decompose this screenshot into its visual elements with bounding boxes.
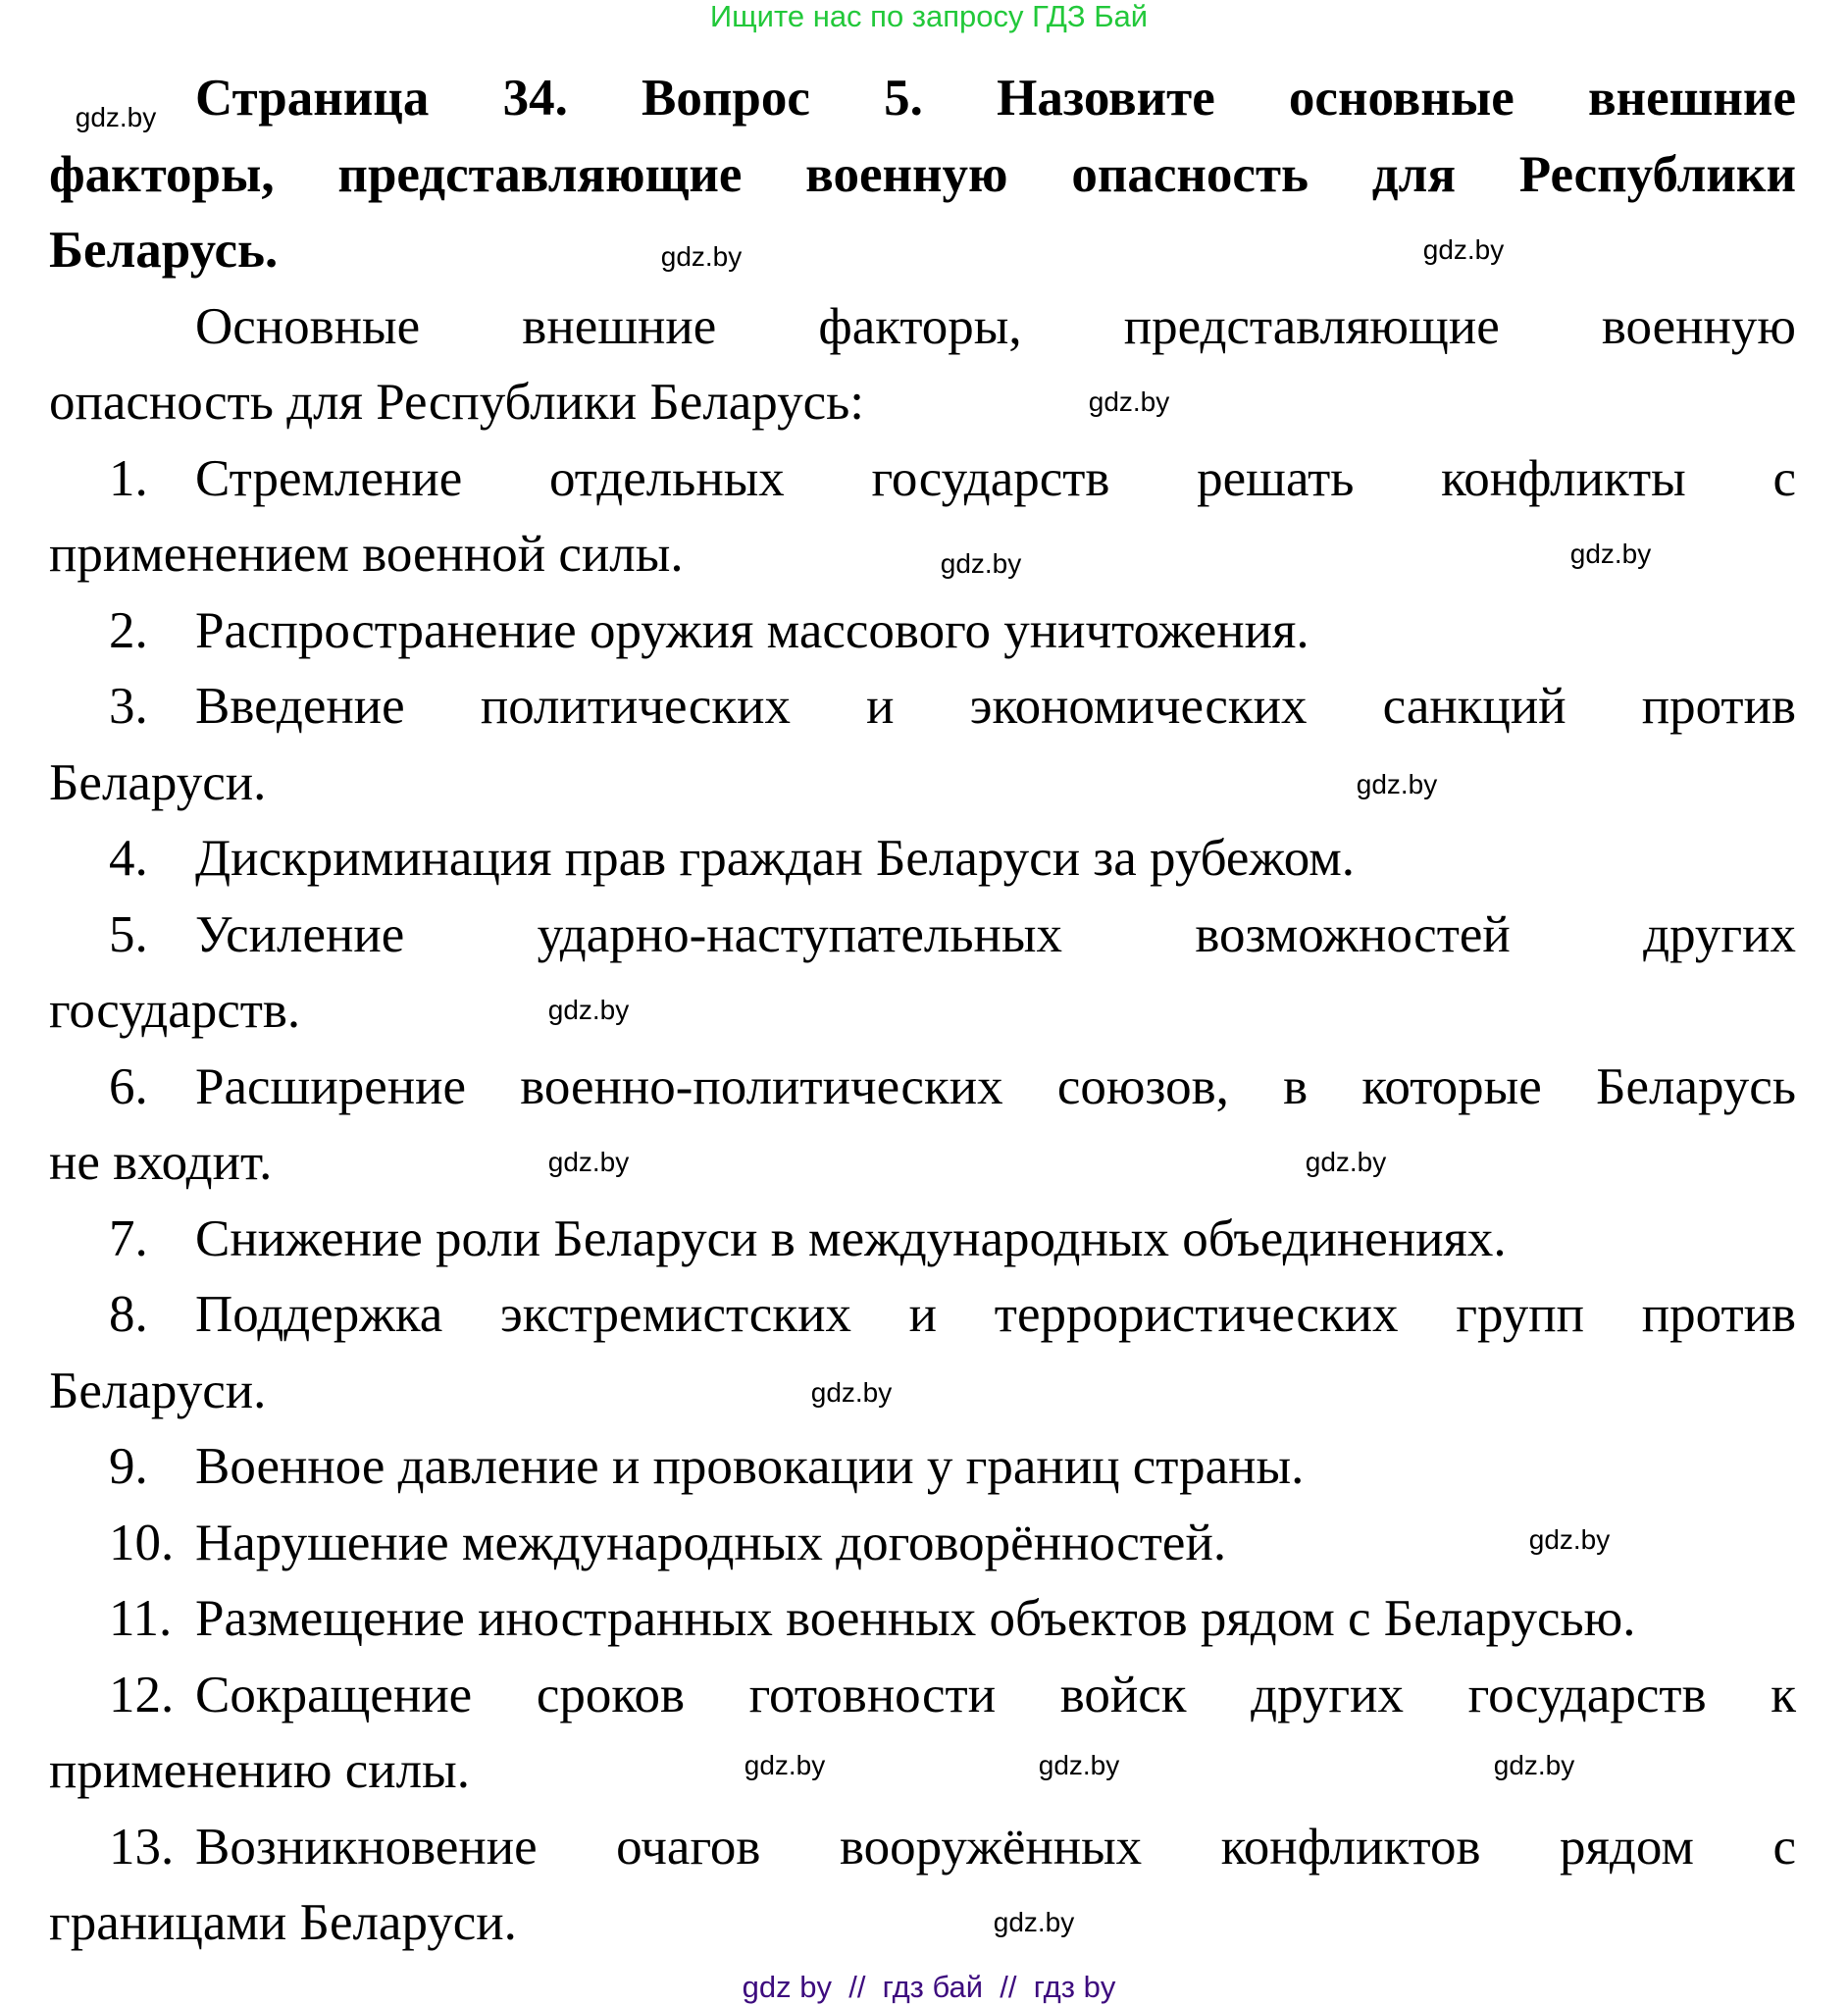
item-text: Усиление ударно-наступательных возможностей других — [195, 905, 1796, 963]
item-number: 5. — [109, 905, 148, 963]
gdz-watermark: gdz.by — [1088, 386, 1170, 417]
gdz-watermark: gdz.by — [1493, 1750, 1575, 1780]
item-text: Распространение оружия массового уничтожения. — [195, 601, 1309, 659]
list-item — [49, 1202, 1796, 1278]
gdz-watermark: gdz.by — [1038, 1750, 1120, 1780]
gdz-watermark: gdz.by — [993, 1907, 1075, 1937]
item-number: 6. — [109, 1057, 148, 1115]
list-item — [49, 1277, 1796, 1354]
item-number: 13. — [109, 1818, 175, 1876]
item-text: Стремление отдельных государств решать конфликты с — [195, 449, 1796, 507]
list-item — [49, 1581, 1796, 1658]
item-continuation: не входит. — [49, 1134, 273, 1191]
item-number: 7. — [109, 1209, 148, 1267]
gdz-watermark: gdz.by — [940, 548, 1022, 579]
item-text: Расширение военно-политических союзов, в которые Беларусь — [195, 1057, 1796, 1115]
item-number: 8. — [109, 1286, 148, 1343]
item-text: Возникновение очагов вооружённых конфликтов рядом с — [195, 1818, 1796, 1876]
answer-content — [49, 61, 1796, 1962]
item-continuation: границами Беларуси. — [49, 1894, 517, 1951]
item-continuation: применением военной силы. — [49, 526, 684, 583]
item-number: 1. — [109, 449, 148, 507]
item-text: Дискриминация прав граждан Беларуси за рубежом. — [195, 830, 1355, 887]
item-number: 10. — [109, 1514, 175, 1571]
item-continuation: Беларуси. — [49, 1362, 267, 1419]
list-item — [49, 1050, 1796, 1126]
search-banner: Ищите нас по запросу ГДЗ Бай — [709, 0, 1149, 33]
item-number: 4. — [109, 830, 148, 887]
item-continuation: государств. — [49, 982, 301, 1039]
list-item — [49, 821, 1796, 898]
list-item — [49, 898, 1796, 974]
item-text: Поддержка экстремистских и террористических групп против — [195, 1286, 1796, 1343]
intro-line: Основные внешние факторы, представляющие военную — [195, 297, 1796, 355]
gdz-watermark: gdz.by — [1528, 1524, 1611, 1555]
gdz-watermark: gdz.by — [1356, 769, 1438, 799]
title-line: Беларусь. — [49, 222, 279, 279]
item-text: Размещение иностранных военных объектов рядом с Беларусью. — [195, 1590, 1636, 1647]
gdz-watermark: gdz.by — [810, 1377, 893, 1408]
item-number: 3. — [109, 678, 148, 735]
gdz-watermark: gdz.by — [1422, 234, 1505, 265]
item-text: Военное давление и провокации у границ страны. — [195, 1438, 1305, 1495]
item-number: 2. — [109, 601, 148, 659]
list-item — [49, 593, 1796, 670]
gdz-watermark: gdz.by — [744, 1750, 826, 1780]
gdz-watermark: gdz.by — [660, 241, 743, 272]
gdz-watermark: gdz.by — [1305, 1147, 1387, 1177]
list-item — [49, 441, 1796, 518]
item-continuation: Беларуси. — [49, 753, 267, 811]
item-number: 12. — [109, 1666, 175, 1723]
item-text: Нарушение международных договорённостей. — [195, 1514, 1227, 1571]
footer-watermark: gdz by // гдз бай // гдз by — [742, 1970, 1116, 2004]
item-text: Снижение роли Беларуси в международных объединениях. — [195, 1209, 1507, 1267]
title-line: факторы, представляющие военную опасность для Республики — [49, 145, 1796, 203]
intro-line: опасность для Республики Беларусь: — [49, 374, 865, 431]
gdz-watermark: gdz.by — [1569, 539, 1652, 569]
list-item — [49, 1429, 1796, 1506]
list-item — [49, 1810, 1796, 1886]
gdz-watermark: gdz.by — [75, 102, 157, 132]
item-number: 9. — [109, 1438, 148, 1495]
item-number: 11. — [109, 1590, 173, 1647]
list-item — [49, 669, 1796, 745]
item-text: Сокращение сроков готовности войск других государств к — [195, 1666, 1796, 1723]
title-line: Страница 34. Вопрос 5. Назовите основные внешние — [195, 70, 1796, 127]
gdz-watermark: gdz.by — [547, 1147, 630, 1177]
item-text: Введение политических и экономических санкций против — [195, 678, 1796, 735]
list-item — [49, 1658, 1796, 1734]
gdz-watermark: gdz.by — [547, 995, 630, 1025]
item-continuation: применению силы. — [49, 1742, 470, 1799]
